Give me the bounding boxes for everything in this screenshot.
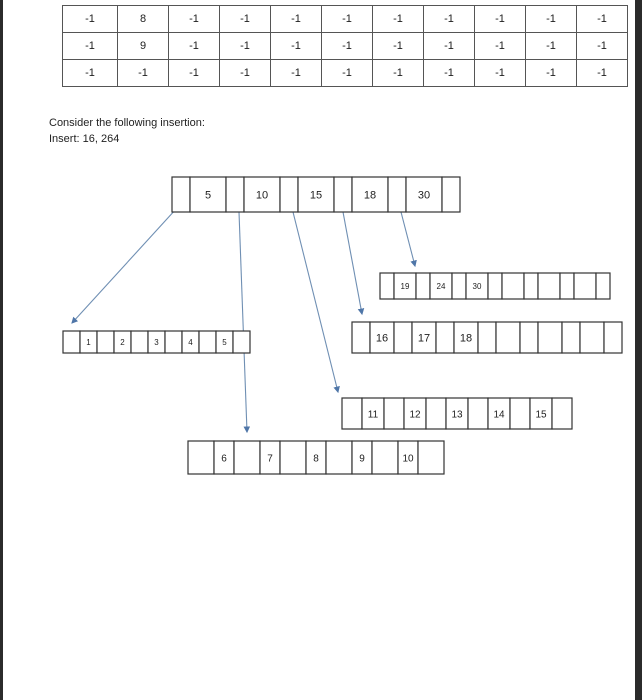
pointer-slot bbox=[384, 398, 404, 429]
pointer-to-leaf-a bbox=[401, 212, 415, 266]
node-key: 18 bbox=[363, 189, 377, 202]
node-key: 30 bbox=[472, 282, 482, 292]
pointer-slot bbox=[488, 273, 502, 299]
node-key: 7 bbox=[267, 453, 273, 465]
key-slot bbox=[574, 273, 596, 299]
node-key: 17 bbox=[417, 332, 431, 345]
pointer-slot bbox=[562, 322, 580, 353]
node-key: 5 bbox=[204, 189, 212, 202]
table-cell: -1 bbox=[577, 6, 628, 33]
table-cell: -1 bbox=[373, 60, 424, 87]
table-cell: -1 bbox=[118, 60, 169, 87]
table-cell: -1 bbox=[424, 6, 475, 33]
node-key: 5 bbox=[222, 338, 227, 348]
pointer-slot bbox=[199, 331, 216, 353]
insert-keys-text: Insert: 16, 264 bbox=[49, 133, 120, 145]
node-key: 15 bbox=[535, 409, 547, 421]
pointer-slot bbox=[416, 273, 430, 299]
table-cell: -1 bbox=[577, 60, 628, 87]
pointer-slot bbox=[131, 331, 148, 353]
pointer-to-leaf-d bbox=[72, 197, 187, 323]
node-key: 19 bbox=[400, 282, 410, 292]
tree-nodes bbox=[63, 177, 622, 474]
pointer-slot bbox=[436, 322, 454, 353]
node-key: 13 bbox=[451, 409, 463, 421]
table-cell: -1 bbox=[373, 6, 424, 33]
pointer-slot bbox=[442, 177, 460, 212]
table-cell: -1 bbox=[169, 60, 220, 87]
pointer-slot bbox=[468, 398, 488, 429]
pointer-to-leaf-e bbox=[239, 212, 247, 432]
node-key: 6 bbox=[221, 453, 227, 465]
node-key: 16 bbox=[375, 332, 389, 345]
pointer-slot bbox=[63, 331, 80, 353]
key-slot bbox=[580, 322, 604, 353]
pointer-slot bbox=[165, 331, 182, 353]
pointer-slot bbox=[520, 322, 538, 353]
pointer-slot bbox=[394, 322, 412, 353]
node-key: 24 bbox=[436, 282, 446, 292]
node-key: 3 bbox=[154, 338, 159, 348]
pointer-slot bbox=[418, 441, 444, 474]
pointer-slot bbox=[226, 177, 244, 212]
node-key: 10 bbox=[402, 453, 414, 465]
node-key: 9 bbox=[359, 453, 365, 465]
key-slot bbox=[538, 322, 562, 353]
pointer-slot bbox=[372, 441, 398, 474]
table-cell: -1 bbox=[322, 60, 373, 87]
table-cell: -1 bbox=[424, 33, 475, 60]
table-cell: -1 bbox=[271, 60, 322, 87]
table-cell: -1 bbox=[424, 60, 475, 87]
table-cell: -1 bbox=[63, 60, 118, 87]
pointer-slot bbox=[342, 398, 362, 429]
pointer-slot bbox=[334, 177, 352, 212]
table-cell: -1 bbox=[475, 6, 526, 33]
table-cell: -1 bbox=[475, 60, 526, 87]
pointer-to-leaf-b bbox=[343, 212, 362, 314]
pointer-slot bbox=[560, 273, 574, 299]
key-slot bbox=[502, 273, 524, 299]
table-cell: -1 bbox=[526, 60, 577, 87]
node-key: 4 bbox=[188, 338, 193, 348]
node-key: 12 bbox=[409, 409, 421, 421]
pointer-slot bbox=[233, 331, 250, 353]
node-leaf-c bbox=[342, 398, 572, 429]
pointer-slot bbox=[326, 441, 352, 474]
table-cell: -1 bbox=[271, 33, 322, 60]
pointer-slot bbox=[380, 273, 394, 299]
pointer-slot bbox=[604, 322, 622, 353]
node-leaf-e bbox=[188, 441, 444, 474]
pointer-slot bbox=[478, 322, 496, 353]
node-key: 10 bbox=[255, 189, 269, 202]
pointer-slot bbox=[552, 398, 572, 429]
node-key: 8 bbox=[313, 453, 319, 465]
node-key: 14 bbox=[493, 409, 505, 421]
pointer-slot bbox=[524, 273, 538, 299]
table-cell: -1 bbox=[271, 6, 322, 33]
node-key: 18 bbox=[459, 332, 473, 345]
node-key: 11 bbox=[367, 409, 379, 421]
pointer-slot bbox=[596, 273, 610, 299]
pointer-slot bbox=[97, 331, 114, 353]
pointer-slot bbox=[426, 398, 446, 429]
pointer-slot bbox=[280, 441, 306, 474]
pointer-slot bbox=[172, 177, 190, 212]
instruction-text: Consider the following insertion: bbox=[49, 117, 205, 129]
table-cell: -1 bbox=[63, 6, 118, 33]
node-root bbox=[172, 177, 460, 212]
pointer-slot bbox=[188, 441, 214, 474]
table-cell: -1 bbox=[373, 33, 424, 60]
table-cell: -1 bbox=[322, 6, 373, 33]
node-key: 15 bbox=[309, 189, 323, 202]
pointer-slot bbox=[234, 441, 260, 474]
table-cell: -1 bbox=[322, 33, 373, 60]
table-cell: -1 bbox=[526, 33, 577, 60]
pointer-arrows bbox=[72, 197, 415, 432]
table-cell: -1 bbox=[63, 33, 118, 60]
pointer-slot bbox=[352, 322, 370, 353]
node-leaf-d bbox=[63, 331, 250, 353]
node-key: 30 bbox=[417, 189, 431, 202]
table-cell: -1 bbox=[526, 6, 577, 33]
table-cell: 9 bbox=[118, 33, 169, 60]
pointer-slot bbox=[388, 177, 406, 212]
table-cell: -1 bbox=[220, 60, 271, 87]
node-leaf-b bbox=[352, 322, 622, 353]
node-key: 1 bbox=[86, 338, 91, 348]
key-slot bbox=[496, 322, 520, 353]
table-cell: 8 bbox=[118, 6, 169, 33]
table-cell: -1 bbox=[220, 33, 271, 60]
table-cell: -1 bbox=[169, 33, 220, 60]
key-slot bbox=[538, 273, 560, 299]
table-cell: -1 bbox=[475, 33, 526, 60]
pointer-to-leaf-c bbox=[293, 212, 338, 392]
table-cell: -1 bbox=[220, 6, 271, 33]
pointer-slot bbox=[280, 177, 298, 212]
pointer-slot bbox=[452, 273, 466, 299]
table-cell: -1 bbox=[169, 6, 220, 33]
node-key: 2 bbox=[120, 338, 125, 348]
node-leaf-a bbox=[380, 273, 610, 299]
pointer-slot bbox=[510, 398, 530, 429]
table-cell: -1 bbox=[577, 33, 628, 60]
